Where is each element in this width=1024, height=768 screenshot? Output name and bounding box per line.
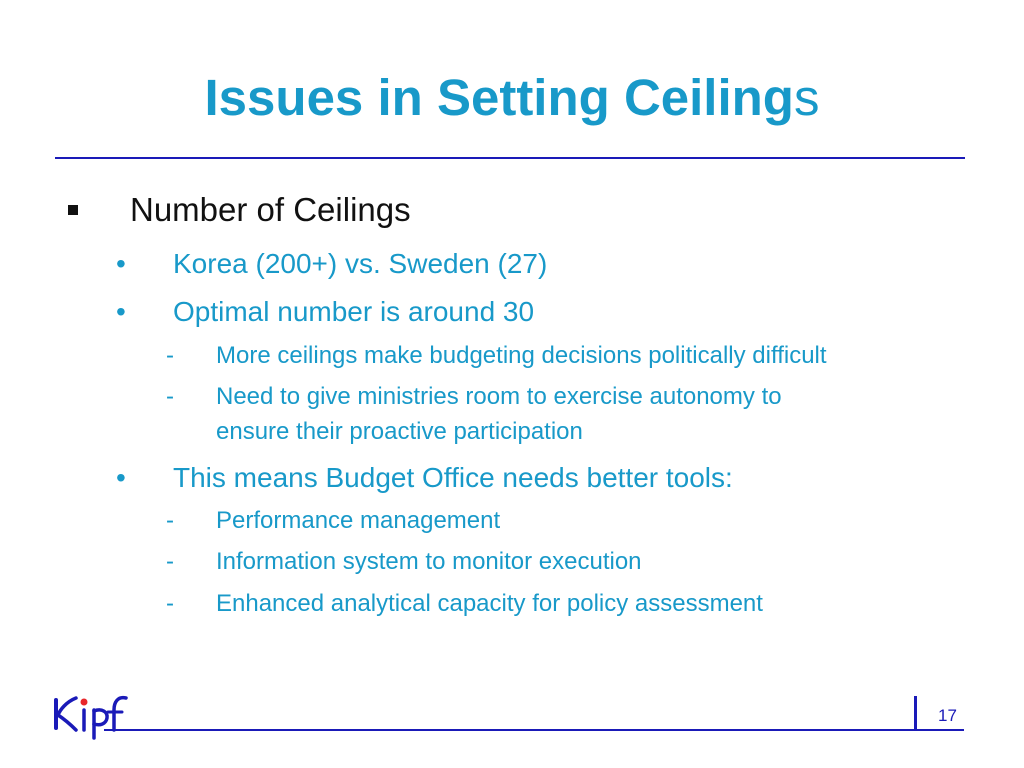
item-text: Korea (200+) vs. Sweden (27) <box>173 248 548 279</box>
round-bullet-icon: • <box>116 248 126 279</box>
dash-bullet-icon: - <box>166 383 174 410</box>
slide-title-last-letter: s <box>793 69 820 126</box>
item-text: Optimal number is around 30 <box>173 296 535 327</box>
slide-title-main: Issues in Setting Ceiling <box>204 69 794 126</box>
round-bullet-icon: • <box>116 462 126 493</box>
slide-title <box>0 66 1024 130</box>
dash-bullet-icon: - <box>166 590 174 617</box>
dash-bullet-icon: - <box>166 342 174 369</box>
round-bullet-icon: • <box>116 296 126 327</box>
item-text: Enhanced analytical capacity for policy assessment <box>216 590 763 617</box>
dash-bullet-icon: - <box>166 507 174 534</box>
item-text: More ceilings make budgeting decisions politically difficult <box>216 342 827 369</box>
title-divider <box>55 157 965 159</box>
item-text: ensure their proactive participation <box>216 418 583 445</box>
item-text: This means Budget Office needs better tools: <box>173 462 733 493</box>
footer-divider <box>104 729 964 731</box>
square-bullet-icon <box>68 205 78 215</box>
dash-bullet-icon: - <box>166 548 174 575</box>
kipf-logo-icon <box>52 688 128 740</box>
page-number: 17 <box>938 706 957 725</box>
item-text: Information system to monitor execution <box>216 548 642 575</box>
heading-number-of-ceilings: Number of Ceilings <box>130 191 411 228</box>
footer-tick-mark <box>914 696 917 729</box>
item-text: Performance management <box>216 507 501 534</box>
item-text: Need to give ministries room to exercise autonomy to <box>216 383 782 410</box>
